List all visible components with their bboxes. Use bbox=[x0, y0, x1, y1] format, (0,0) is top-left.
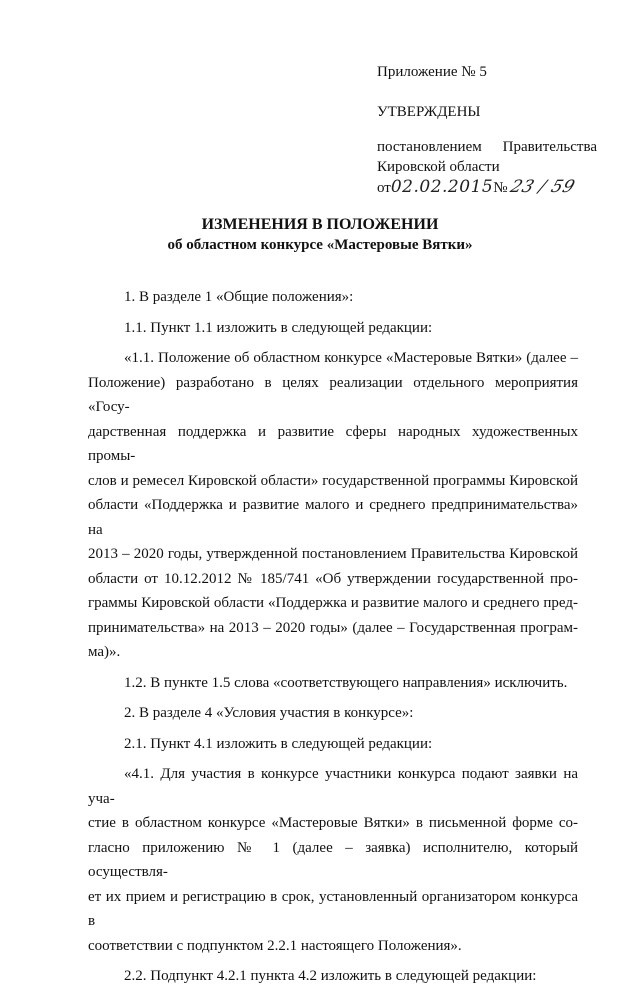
paragraph-5: 2. В разделе 4 «Условия участия в конкурсе»: bbox=[124, 705, 414, 721]
text-line: «1.1. Положение об областном конкурсе «Мастеровые Вятки» (далее – bbox=[124, 350, 578, 366]
paragraph-4: 1.2. В пункте 1.5 слова «соответствующего направления» исключить. bbox=[124, 674, 568, 691]
text-line: области от 10.12.2012 № 185/741 «Об утверждении государственной про- bbox=[88, 570, 578, 587]
paragraph-2: 1.1. Пункт 1.1 изложить в следующей редакции: bbox=[124, 319, 433, 336]
approval-date-number bbox=[377, 177, 597, 198]
text-line: дарственная поддержка и развитие сферы народных художественных промы- bbox=[88, 423, 578, 464]
appendix-label: Приложение № 5 bbox=[377, 64, 487, 80]
text-line: «4.1. Для участия в конкурсе участники конкурса подают заявки на уча- bbox=[88, 766, 578, 807]
approved-label: УТВЕРЖДЕНЫ bbox=[377, 104, 481, 120]
document-title bbox=[0, 214, 640, 256]
text-line: стие в областном конкурсе «Мастеровые Вятки» в письменной форме со- bbox=[88, 815, 578, 831]
text-line: ма)». bbox=[88, 644, 121, 660]
text-line: принимательства» на 2013 – 2020 годы» (далее – Государственная програм- bbox=[88, 619, 578, 636]
approval-block bbox=[377, 62, 597, 198]
number-prefix: № bbox=[493, 180, 508, 196]
paragraph-6: 2.1. Пункт 4.1 изложить в следующей редакции: bbox=[124, 735, 433, 752]
text-line: области «Поддержка и развитие малого и среднего предпринимательства» на bbox=[88, 497, 578, 538]
text-line: слов и ремесел Кировской области» государственной программы Кировской bbox=[88, 472, 578, 489]
handwritten-number: 23 / 59 bbox=[508, 177, 578, 197]
document-body bbox=[88, 285, 578, 989]
approved-by-line2: Кировской области bbox=[377, 159, 500, 175]
text-line: ет их прием и регистрацию в срок, установленный организатором конкурса в bbox=[88, 888, 578, 929]
date-prefix: от bbox=[377, 180, 391, 196]
title-main: ИЗМЕНЕНИЯ В ПОЛОЖЕНИИ bbox=[201, 216, 439, 233]
approved-by-line1: постановлением Правительства bbox=[377, 139, 597, 155]
paragraph-7 bbox=[88, 762, 578, 958]
text-line: граммы Кировской области «Поддержка и развитие малого и среднего пред- bbox=[88, 595, 578, 611]
paragraph-3 bbox=[88, 346, 578, 665]
text-line: Положение) разработано в целях реализации отдельного мероприятия «Госу- bbox=[88, 374, 578, 415]
text-line: 2013 – 2020 годы, утвержденной постановлением Правительства Кировской bbox=[88, 546, 578, 562]
handwritten-date: 02.02.2015 bbox=[390, 177, 494, 197]
paragraph-8: 2.2. Подпункт 4.2.1 пункта 4.2 изложить в следующей редакции: bbox=[124, 968, 537, 984]
paragraph-1: 1. В разделе 1 «Общие положения»: bbox=[124, 289, 354, 305]
text-line: соответствии с подпунктом 2.2.1 настоящего Положения». bbox=[88, 937, 462, 954]
text-line: гласно приложению № 1 (далее – заявка) исполнителю, который осуществля- bbox=[88, 839, 578, 880]
title-subtitle: об областном конкурсе «Мастеровые Вятки» bbox=[167, 237, 473, 253]
